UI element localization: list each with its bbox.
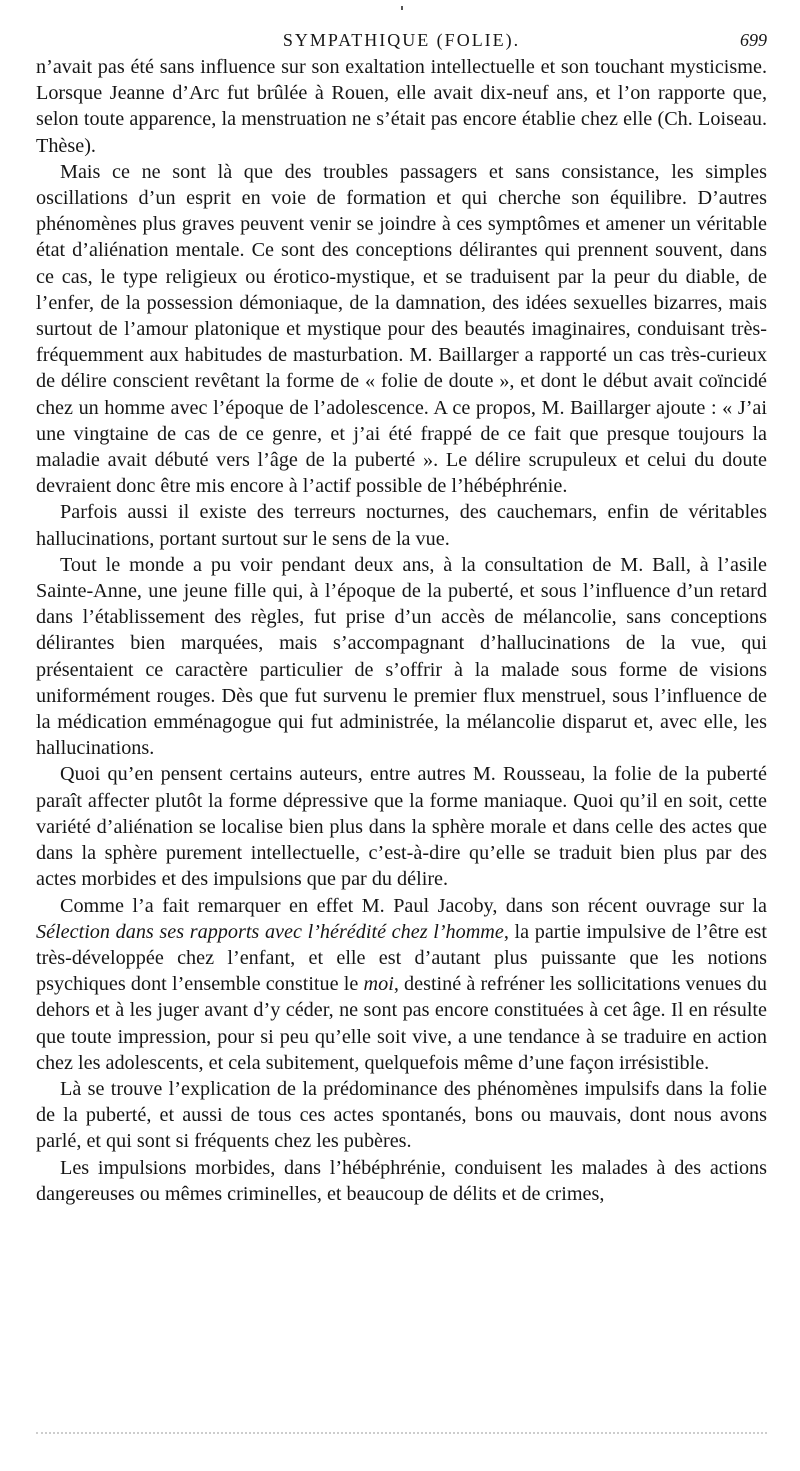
paragraph — [36, 159, 767, 500]
paragraph — [36, 1076, 767, 1155]
paragraph-text: Mais ce ne sont là que des troubles passagers et sans consistance, les simples oscillations d’un esprit en voie de formation et qui cherche son équilibre. D’autres phénomènes plus graves peuvent venir se joindre à ces symptômes et amener un véritable état d’aliénation mentale. Ce sont des conceptions délirantes qui prennent souvent, dans ce cas, le type religieux ou érotico-mystique, et se traduisent par la peur du diable, de l’enfer, de la possession démoniaque, de la damnation, des idées sexuelles bizarres, mais surtout de l’amour platonique et mystique pour des beautés imaginaires, conduisant très-fréquemment aux habitudes de masturbation. M. Baillarger a rapporté un cas très-curieux de délire conscient revêtant la forme de « folie de doute », et dont le début avait coïncidé chez un homme avec l’époque de l’adolescence. A ce propos, M. Baillarger ajoute : « J’ai une vingtaine de cas de ce genre, et j’ai été frappé de ce fait que presque toujours la maladie avait débuté vers l’âge de la puberté ». Le délire scrupuleux et celui du doute devraient donc être mis encore à l’actif possible de l’hébéphrénie. — [36, 160, 767, 498]
print-mark — [401, 6, 403, 10]
book-page — [36, 24, 767, 1207]
italic-text: Sélection dans ses rapports avec l’hérédité chez l’homme — [36, 920, 504, 943]
running-head — [36, 24, 767, 54]
paragraph-text: Les impulsions morbides, dans l’hébéphrénie, conduisent les malades à des actions dangereuses ou mêmes criminelles, et beaucoup de délits et de crimes, — [36, 1156, 767, 1205]
page-number: 699 — [740, 30, 767, 50]
paragraph-text: Là se trouve l’explication de la prédominance des phénomènes impulsifs dans la folie de la puberté, et aussi de tous ces actes spontanés, bons ou mauvais, dont nous avons parlé, et qui sont si fréquents chez les pubères. — [36, 1077, 767, 1153]
paragraph-text: , destiné à refréner les sollicitations venues du dehors et à les juger avant d’y céder, ne sont pas encore constituées à cet âge. Il en résulte que toute impression, pour si peu qu’elle soit vive, a une tendance à se traduire en action chez les adolescents, et cela subitement, quelquefois même d’une façon irrésistible. — [36, 973, 767, 1074]
paragraph — [36, 54, 767, 159]
paragraph — [36, 552, 767, 762]
paragraph-text: Quoi qu’en pensent certains auteurs, entre autres M. Rousseau, la folie de la puberté paraît affecter plutôt la forme dépressive que la forme maniaque. Quoi qu’il en soit, cette variété d’aliénation se localise bien plus dans la sphère morale et dans celle des actes que dans la sphère purement intellectuelle, c’est-à-dire qu’elle se traduit bien plus par des actes morbides et des impulsions que par du délire. — [36, 763, 767, 891]
bottom-print-artifact — [36, 1432, 767, 1442]
running-title: SYMPATHIQUE (FOLIE). — [282, 30, 521, 50]
paragraph — [36, 499, 767, 551]
paragraph — [36, 761, 767, 892]
paragraph — [36, 1155, 767, 1207]
body-text — [36, 54, 767, 1207]
paragraph-text: n’avait pas été sans influence sur son exaltation intellectuelle et son touchant mysticisme. Lorsque Jeanne d’Arc fut brûlée à Rouen, elle avait dix-neuf ans, et l’on rapporte que, selon toute apparence, la menstruation ne s’était pas encore établie chez elle (Ch. Loiseau. Thèse). — [36, 56, 767, 157]
paragraph-text: , la partie impulsive de l’être est très-développée chez l’enfant, et elle est d’autant plus puissante que les notions psychiques dont l’ensemble constitue le — [36, 920, 767, 996]
paragraph-text: Tout le monde a pu voir pendant deux ans, à la consultation de M. Ball, à l’asile Sainte-Anne, une jeune fille qui, à l’époque de la puberté, et sous l’influence d’un retard dans l’établissement des règles, fut prise d’un accès de mélancolie, sans conceptions délirantes bien marquées, mais s’accompagnant d’hallucinations de la vue, qui présentaient ce caractère particulier de s’offrir à la malade sous forme de visions uniformément rouges. Dès que fut survenu le premier flux menstruel, sous l’influence de la médication emménagogue qui fut administrée, la mélancolie disparut et, avec elle, les hallucinations. — [36, 553, 767, 760]
italic-text: moi — [363, 973, 394, 996]
paragraph-text: Comme l’a fait remarquer en effet M. Paul Jacoby, dans son récent ouvrage sur la — [60, 894, 767, 917]
paragraph — [36, 893, 767, 1076]
paragraph-text: Parfois aussi il existe des terreurs nocturnes, des cauchemars, enfin de véritables hallucinations, portant surtout sur le sens de la vue. — [36, 501, 767, 550]
